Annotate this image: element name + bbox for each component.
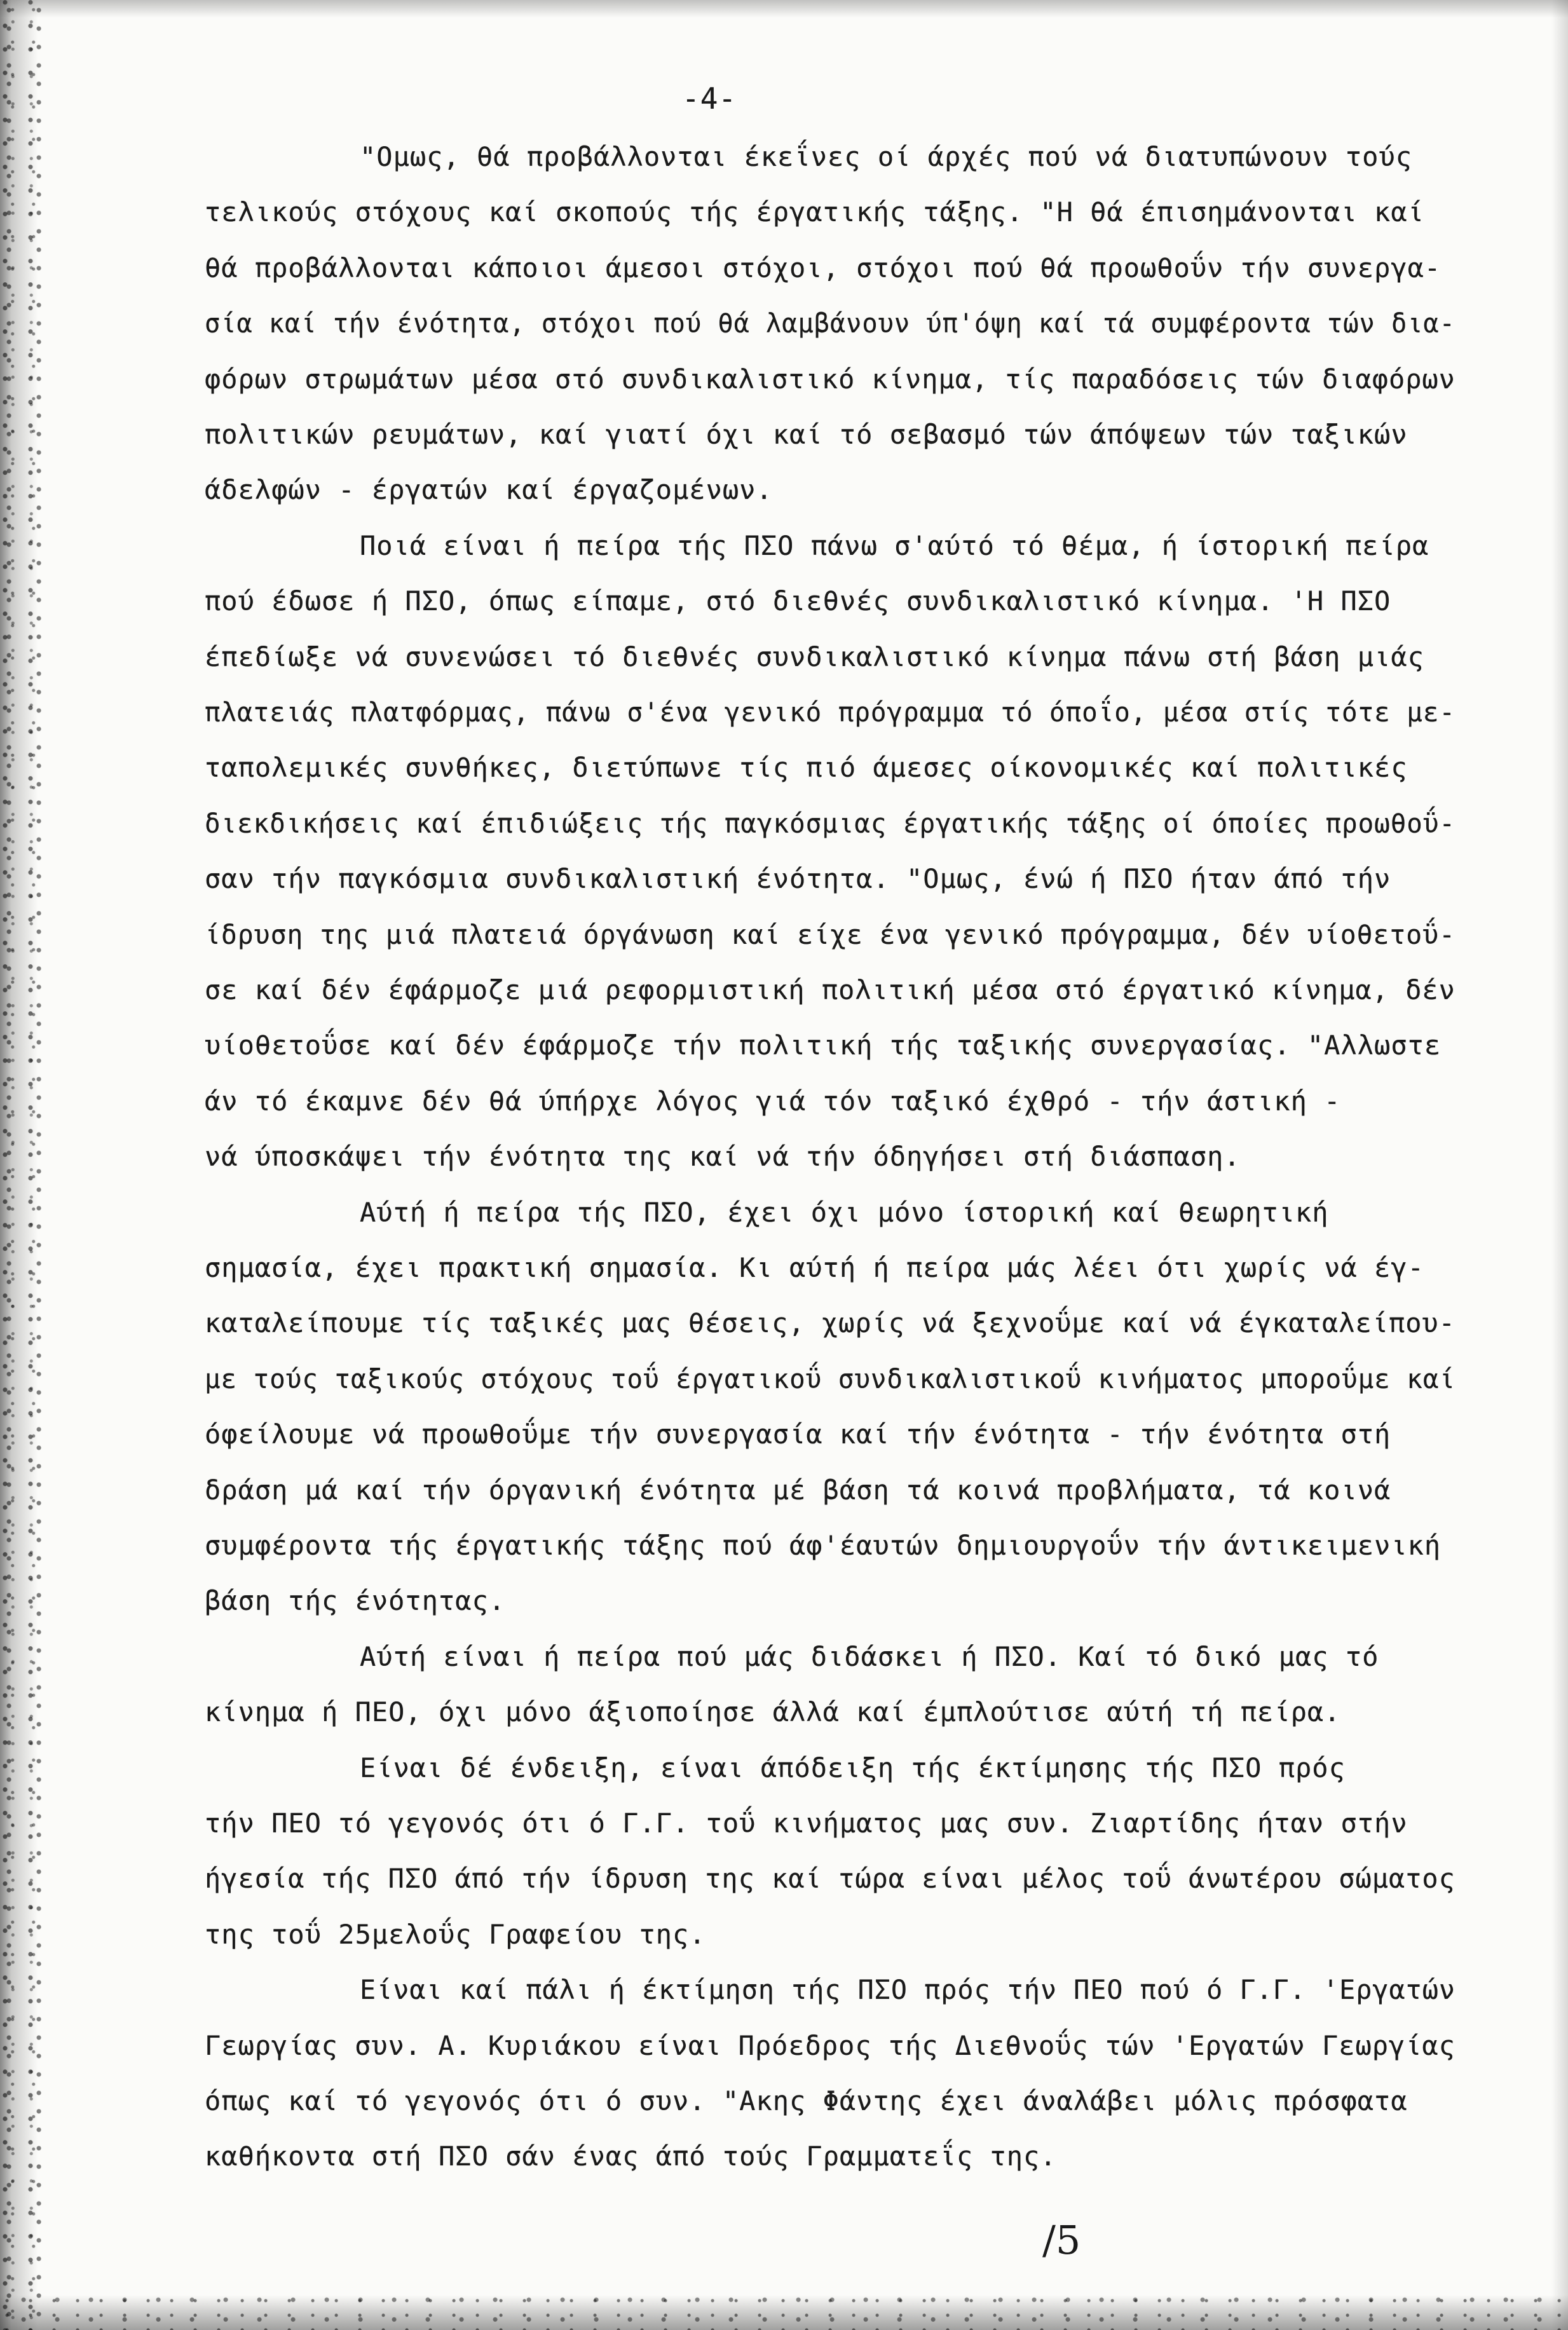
continuation-mark: /5 <box>1042 2217 1081 2263</box>
text-line: θά προβάλλονται κάποιοι άμεσοι στόχοι, στόχοι πού θά προωθοΰν τήν συνεργα- <box>205 252 1442 283</box>
text-line: της τοΰ 25μελοΰς Γραφείου της. <box>205 1918 706 1950</box>
text-line: υίοθετοΰσε καί δέν έφάρμοζε τήν πολιτική τής ταξικής συνεργασίας. "Αλλωστε <box>205 1030 1442 1061</box>
text-line: βάση τής ένότητας. <box>205 1585 506 1617</box>
scan-edge-left <box>0 0 44 2330</box>
text-line: Ποιά είναι ή πείρα τής ΠΣΟ πάνω σ'αύτό τό θέμα, ή ίστορική πείρα <box>360 529 1429 561</box>
text-line: κίνημα ή ΠΕΟ, όχι μόνο άξιοποίησε άλλά καί έμπλούτισε αύτή τή πείρα. <box>205 1696 1341 1728</box>
text-line: Είναι δέ ένδειξη, είναι άπόδειξη τής έκτίμησης τής ΠΣΟ πρός <box>360 1752 1346 1783</box>
text-line: καθήκοντα στή ΠΣΟ σάν ένας άπό τούς Γραμματεΐς της. <box>205 2141 1057 2172</box>
text-line: πού έδωσε ή ΠΣΟ, όπως είπαμε, στό διεθνές συνδικαλιστικό κίνημα. 'Η ΠΣΟ <box>205 585 1391 617</box>
scan-edge-top <box>0 0 1568 19</box>
page-number: -4- <box>682 81 737 116</box>
text-line: όφείλουμε νά προωθοΰμε τήν συνεργασία καί τήν ένότητα - τήν ένότητα στή <box>205 1419 1391 1450</box>
text-line: συμφέροντα τής έργατικής τάξης πού άφ'έαυτών δημιουργοΰν τήν άντικειμενική <box>205 1530 1442 1561</box>
text-line: δράση μά καί τήν όργανική ένότητα μέ βάση τά κοινά προβλήματα, τά κοινά <box>205 1474 1391 1506</box>
text-line: ήγεσία τής ΠΣΟ άπό τήν ίδρυση της καί τώρα είναι μέλος τοΰ άνωτέρου σώματος <box>205 1863 1456 1895</box>
text-line: πολιτικών ρευμάτων, καί γιατί όχι καί τό σεβασμό τών άπόψεων τών ταξικών <box>205 419 1408 450</box>
text-line: έπεδίωξε νά συνενώσει τό διεθνές συνδικαλιστικό κίνημα πάνω στή βάση μιάς <box>205 641 1424 672</box>
text-line: όπως καί τό γεγονός ότι ό συν. "Ακης Φάντης έχει άναλάβει μόλις πρόσφατα <box>205 2085 1408 2116</box>
scan-edge-bottom <box>0 2292 1568 2330</box>
text-line: "Ομως, θά προβάλλονται έκεΐνες οί άρχές πού νά διατυπώνουν τούς <box>360 141 1413 172</box>
text-line: τήν ΠΕΟ τό γεγονός ότι ό Γ.Γ. τοΰ κινήματος μας συν. Ζιαρτίδης ήταν στήν <box>205 1808 1408 1839</box>
text-line: άδελφών - έργατών καί έργαζομένων. <box>205 474 773 506</box>
text-line: Αύτή ή πείρα τής ΠΣΟ, έχει όχι μόνο ίστορική καί θεωρητική <box>360 1196 1329 1228</box>
text-line: σε καί δέν έφάρμοζε μιά ρεφορμιστική πολιτική μέσα στό έργατικό κίνημα, δέν <box>205 974 1456 1005</box>
text-line: Αύτή είναι ή πείρα πού μάς διδάσκει ή ΠΣΟ. Καί τό δικό μας τό <box>360 1640 1379 1672</box>
text-line: ίδρυση της μιά πλατειά όργάνωση καί είχε ένα γενικό πρόγραμμα, δέν υίοθετοΰ- <box>205 918 1456 950</box>
text-line: φόρων στρωμάτων μέσα στό συνδικαλιστικό κίνημα, τίς παραδόσεις τών διαφόρων <box>205 363 1456 395</box>
text-line: σία καί τήν ένότητα, στόχοι πού θά λαμβάνουν ύπ'όψη καί τά συμφέροντα τών δια- <box>205 308 1456 339</box>
text-line: ταπολεμικές συνθήκες, διετύπωνε τίς πιό άμεσες οίκονομικές καί πολιτικές <box>205 752 1408 784</box>
text-line: Είναι καί πάλι ή έκτίμηση τής ΠΣΟ πρός τήν ΠΕΟ πού ό Γ.Γ. 'Εργατών <box>360 1974 1456 2006</box>
text-line: πλατειάς πλατφόρμας, πάνω σ'ένα γενικό πρόγραμμα τό όποΐο, μέσα στίς τότε με- <box>205 697 1456 728</box>
text-line: με τούς ταξικούς στόχους τοΰ έργατικοΰ συνδικαλιστικοΰ κινήματος μποροΰμε καί <box>205 1363 1456 1394</box>
text-line: τελικούς στόχους καί σκοπούς τής έργατικής τάξης. "Η θά έπισημάνονται καί <box>205 196 1424 228</box>
text-line: διεκδικήσεις καί έπιδιώξεις τής παγκόσμιας έργατικής τάξης οί όποίες προωθοΰ- <box>205 807 1456 839</box>
text-line: σαν τήν παγκόσμια συνδικαλιστική ένότητα. "Ομως, ένώ ή ΠΣΟ ήταν άπό τήν <box>205 863 1391 895</box>
scan-edge-right <box>1549 0 1568 2330</box>
text-line: Γεωργίας συν. Α. Κυριάκου είναι Πρόεδρος τής Διεθνοΰς τών 'Εργατών Γεωργίας <box>205 2029 1456 2061</box>
text-line: καταλείπουμε τίς ταξικές μας θέσεις, χωρίς νά ξεχνοΰμε καί νά έγκαταλείπου- <box>205 1307 1456 1339</box>
text-line: άν τό έκαμνε δέν θά ύπήρχε λόγος γιά τόν ταξικό έχθρό - τήν άστική - <box>205 1085 1341 1117</box>
text-line: σημασία, έχει πρακτική σημασία. Κι αύτή ή πείρα μάς λέει ότι χωρίς νά έγ- <box>205 1252 1424 1283</box>
text-line: νά ύποσκάψει τήν ένότητα της καί νά τήν όδηγήσει στή διάσπαση. <box>205 1141 1241 1173</box>
